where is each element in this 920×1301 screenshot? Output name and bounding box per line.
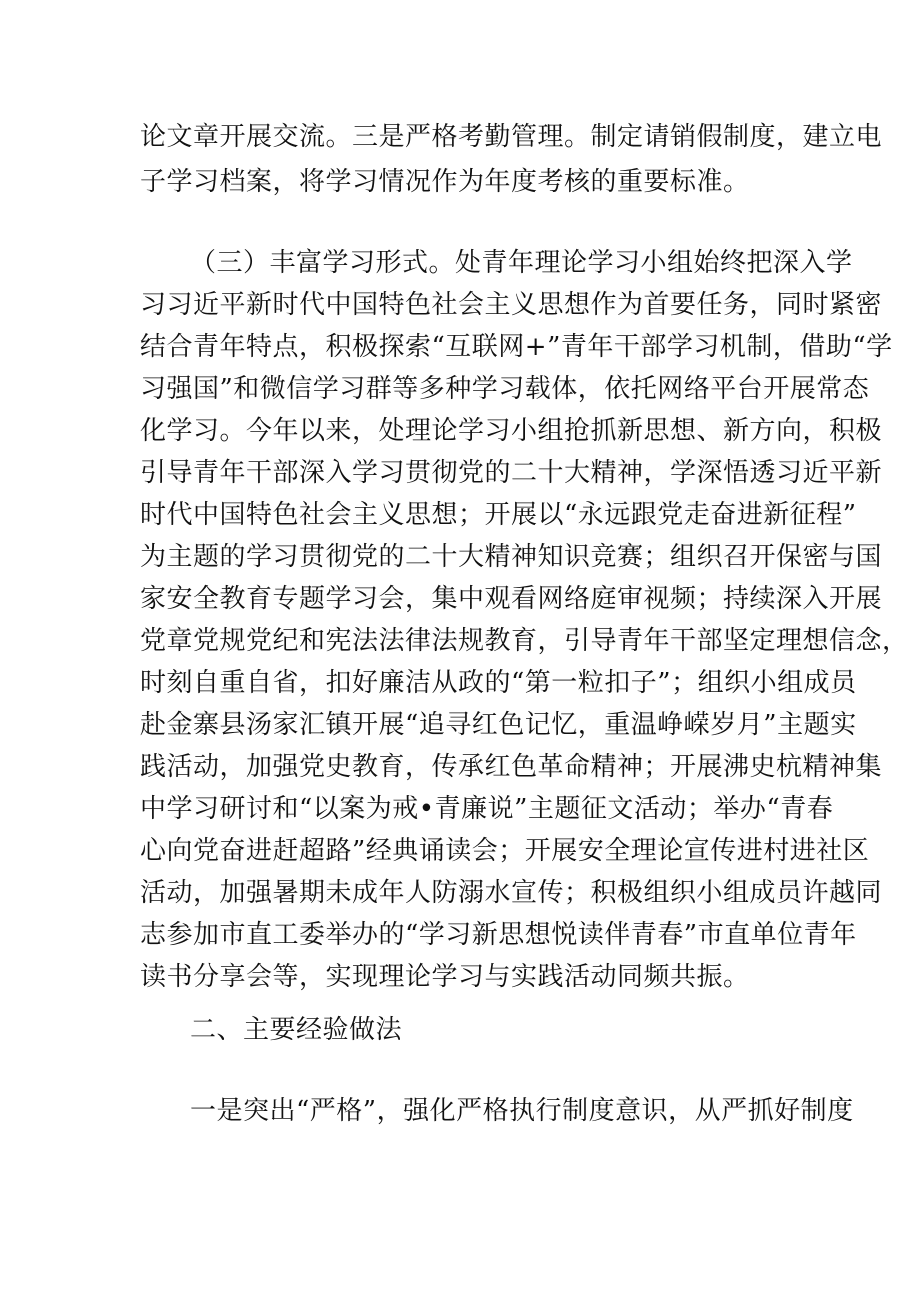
text-line: 读书分享会等，实现理论学习与实践活动同频共振。 [140, 962, 750, 992]
text-line: 习习近平新时代中国特色社会主义思想作为首要任务，同时紧密 [140, 290, 883, 320]
text-line: 家安全教育专题学习会，集中观看网络庭审视频；持续深入开展 [140, 584, 883, 614]
text-line: 中学习研讨和“以案为戒•青廉说”主题征文活动；举办“青春 [140, 794, 834, 824]
text-line: 结合青年特点，积极探索“互联网+”青年干部学习机制，借助“学 [140, 332, 893, 362]
text-line: 践活动，加强党史教育，传承红色革命精神；开展沸史杭精神集 [140, 752, 883, 782]
text-line: 子学习档案，将学习情况作为年度考核的重要标准。 [140, 167, 750, 197]
text-line: 为主题的学习贯彻党的二十大精神知识竞赛；组织召开保密与国 [140, 542, 883, 572]
text-line: 论文章开展交流。三是严格考勤管理。制定请销假制度，建立电 [140, 122, 883, 152]
section-heading-line: （三）丰富学习形式。处青年理论学习小组始终把深入学 [190, 248, 853, 278]
text-line: 一是突出“严格”，强化严格执行制度意识，从严抓好制度 [190, 1096, 854, 1126]
text-line: 党章党规党纪和宪法法律法规教育，引导青年干部坚定理想信念， [140, 626, 909, 656]
text-line: 赴金寨县汤家汇镇开展“追寻红色记忆，重温峥嵘岁月”主题实 [140, 710, 857, 740]
text-line: 习强国”和微信学习群等多种学习载体，依托网络平台开展常态 [140, 374, 870, 404]
text-line: 心向党奋进赶超路”经典诵读会；开展安全理论宣传进村进社区 [140, 836, 870, 866]
text-line: 引导青年干部深入学习贯彻党的二十大精神，学深悟透习近平新 [140, 458, 883, 488]
text-line: 时代中国特色社会主义思想；开展以“永远跟党走奋进新征程” [140, 500, 857, 530]
text-line: 志参加市直工委举办的“学习新思想悦读伴青春”市直单位青年 [140, 920, 857, 950]
section-heading: 二、主要经验做法 [190, 1015, 403, 1045]
text-line: 化学习。今年以来，处理论学习小组抢抓新思想、新方向，积极 [140, 416, 883, 446]
text-line: 时刻自重自省，扣好廉洁从政的“第一粒扣子”；组织小组成员 [140, 668, 857, 698]
text-line: 活动，加强暑期未成年人防溺水宣传；积极组织小组成员许越同 [140, 878, 883, 908]
